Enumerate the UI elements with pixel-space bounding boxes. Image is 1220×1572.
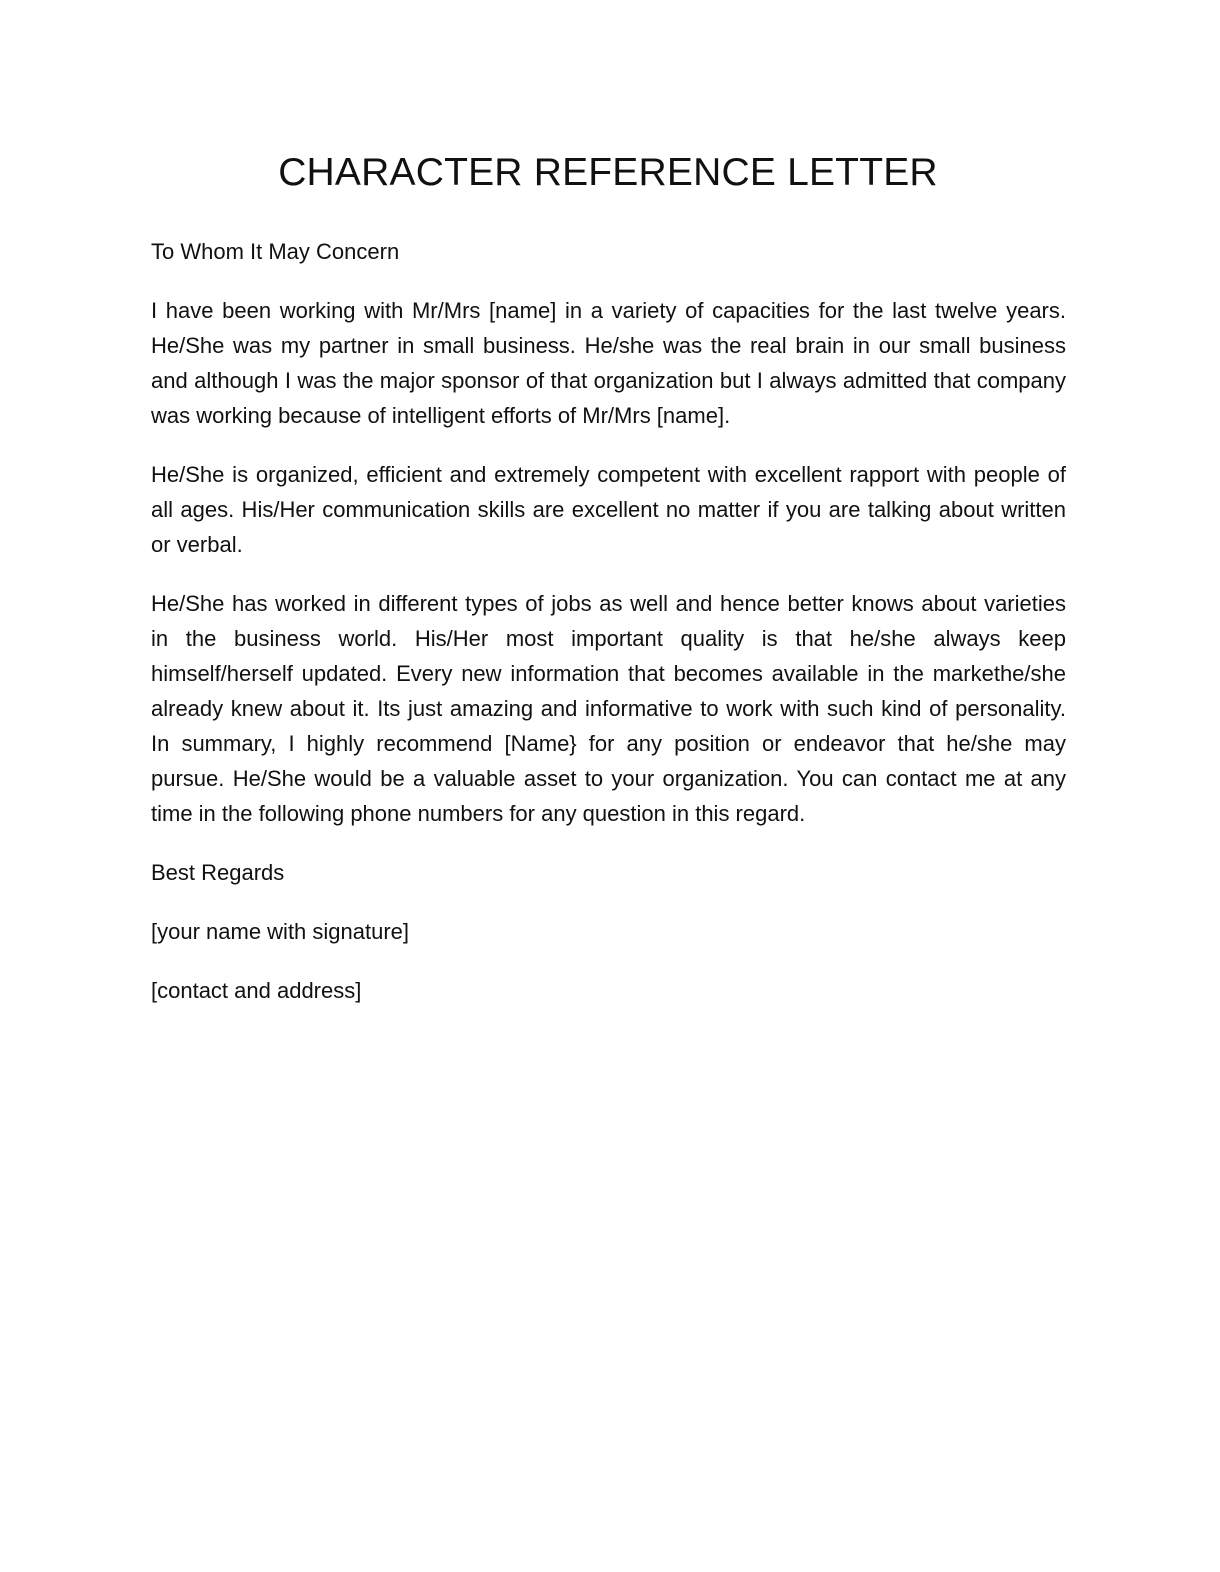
closing: Best Regards <box>151 860 285 885</box>
paragraph-2: He/She is organized, efficient and extremely competent with excellent rapport with people of all ages. His/Her communication skills are excellent no matter if you are talking about written or verbal. <box>151 462 1066 557</box>
letter-title: CHARACTER REFERENCE LETTER <box>278 151 938 194</box>
paragraph-1: I have been working with Mr/Mrs [name] in a variety of capacities for the last twelve years. He/She was my partner in small business. He/she was the real brain in our small business and although I was the major sponsor of that organization but I always admitted that company was working because of intelligent efforts of Mr/Mrs [name]. <box>151 298 1066 428</box>
signature-placeholder: [your name with signature] <box>151 919 410 944</box>
letter-body <box>151 234 1066 1032</box>
contact-placeholder: [contact and address] <box>151 978 362 1003</box>
salutation: To Whom It May Concern <box>151 239 400 264</box>
paragraph-3: He/She has worked in different types of jobs as well and hence better knows about varieties in the business world. His/Her most important quality is that he/she always keep himself/herself updated. Every new information that becomes available in the markethe/she already knew about it. Its just amazing and informative to work with such kind of personality. In summary, I highly recommend [Name} for any position or endeavor that he/she may pursue. He/She would be a valuable asset to your organization. You can contact me at any time in the following phone numbers for any question in this regard. <box>151 591 1066 826</box>
